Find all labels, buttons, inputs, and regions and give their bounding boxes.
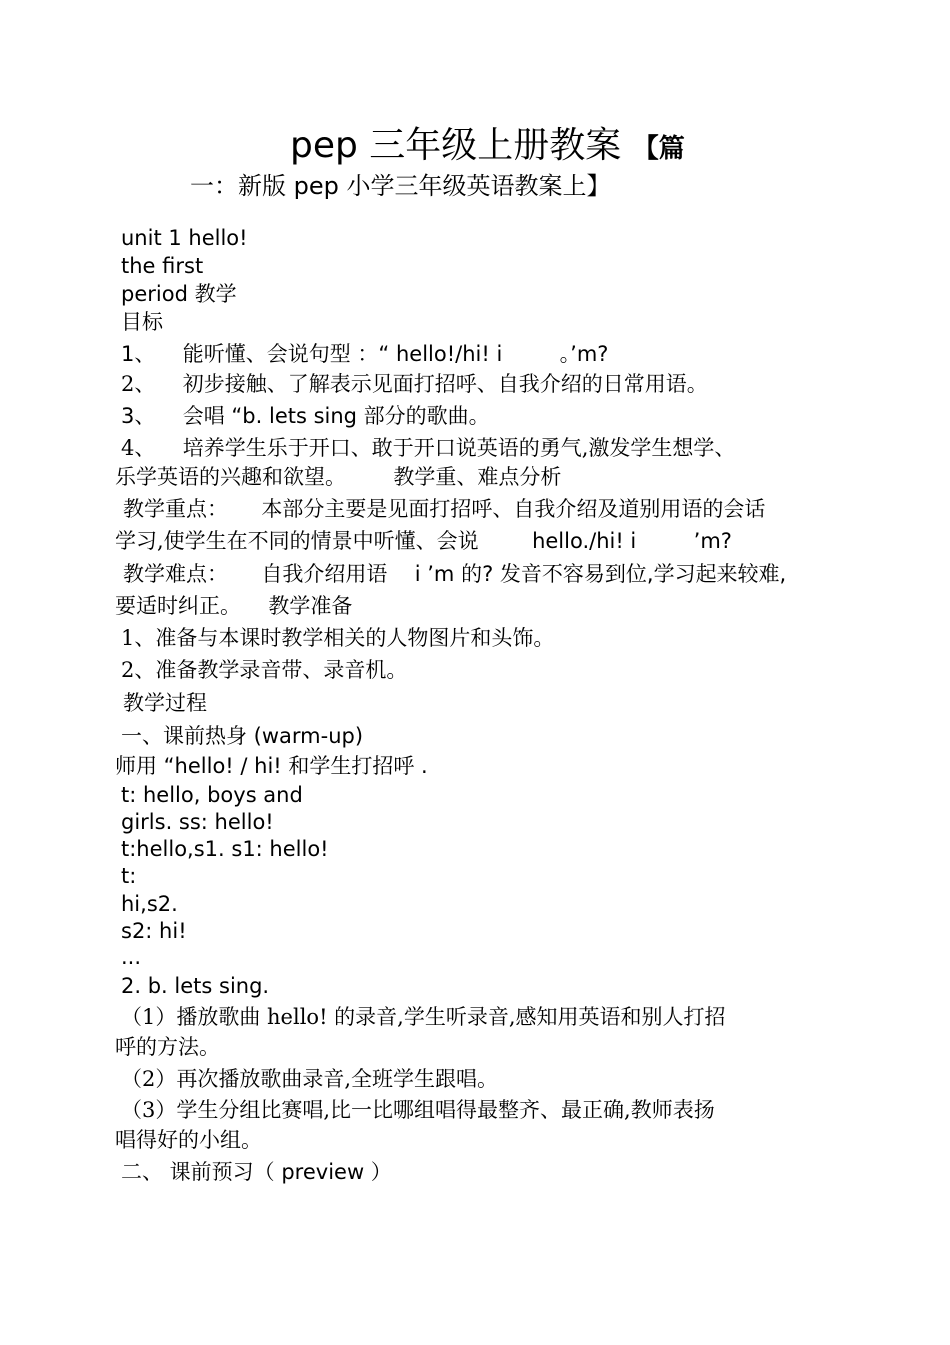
objective-2 xyxy=(121,370,708,398)
objective-2-number: 2、 xyxy=(121,372,156,396)
sing-step-1: （1）播放歌曲 hello! 的录音,学生听录音,感知用英语和别人打招 xyxy=(121,1005,726,1029)
objective-4-number: 4、 xyxy=(121,436,156,460)
objective-1 xyxy=(121,340,608,368)
document-title xyxy=(290,124,685,171)
warmup-intro: 师用 “hello! / hi! 和学生打招呼 . xyxy=(115,754,428,778)
dialogue-line-3: t:hello,s1. s1: hello! xyxy=(121,837,329,861)
objective-1-end: 。’m? xyxy=(559,342,609,366)
preparation-2: 2、准备教学录音带、录音机。 xyxy=(121,658,408,682)
unit-heading: unit 1 hello! xyxy=(121,226,248,250)
dialogue-line-5: hi,s2. xyxy=(121,892,178,916)
difficult-points-text-b: i ’m 的? 发音不容易到位,学习起来较难, xyxy=(414,562,787,586)
objective-4-cont: 乐学英语的兴趣和欲望。 xyxy=(115,465,346,489)
sing-step-3: （3）学生分组比赛唱,比一比哪组唱得最整齐、最正确,教师表扬 xyxy=(121,1098,715,1122)
key-points-cont: 学习,使学生在不同的情景中听懂、会说 xyxy=(115,529,479,553)
objective-3 xyxy=(121,402,490,430)
document-subtitle: 一：新版 pep 小学三年级英语教案上】 xyxy=(190,172,611,200)
dialogue-line-7: ... xyxy=(121,945,142,969)
process-label: 教学过程 xyxy=(123,691,207,715)
period-line-1: the first xyxy=(121,254,204,278)
sing-step-3-continued: 唱得好的小组。 xyxy=(115,1128,262,1152)
warmup-heading: 一、课前热身 (warm-up) xyxy=(121,724,364,748)
difficult-points-cont: 要适时纠正。 xyxy=(115,594,241,618)
preview-heading: 二、 课前预习（ preview ） xyxy=(121,1160,392,1184)
title-main: pep 三年级上册教案 xyxy=(290,125,622,166)
objective-3-number: 3、 xyxy=(121,404,156,428)
sing-heading: 2. b. lets sing. xyxy=(121,974,270,998)
key-points-label: 教学重点： xyxy=(123,497,228,521)
preparation-1: 1、准备与本课时教学相关的人物图片和头饰。 xyxy=(121,626,555,650)
objective-1-number: 1、 xyxy=(121,342,156,366)
dialogue-line-6: s2: hi! xyxy=(121,919,187,943)
analysis-label: 教学重、难点分析 xyxy=(393,465,562,489)
dialogue-line-4: t: xyxy=(121,864,137,888)
key-points xyxy=(123,495,765,523)
preparation-label: 教学准备 xyxy=(268,594,353,618)
sing-step-1-continued: 呼的方法。 xyxy=(115,1035,220,1059)
sing-step-2: （2）再次播放歌曲录音,全班学生跟唱。 xyxy=(121,1067,499,1091)
title-bracket-start: 【篇 xyxy=(632,134,685,164)
objective-3-text: 会唱 “b. lets sing 部分的歌曲。 xyxy=(182,404,490,428)
key-points-text: 本部分主要是见面打招呼、自我介绍及道别用语的会话 xyxy=(261,497,766,521)
difficult-points-label: 教学难点： xyxy=(123,562,228,586)
objective-2-text: 初步接触、了解表示见面打招呼、自我介绍的日常用语。 xyxy=(182,372,708,396)
key-points-cont-en: hello./hi! i xyxy=(532,529,637,553)
objective-4-text: 培养学生乐于开口、敢于开口说英语的勇气,激发学生想学、 xyxy=(182,436,736,460)
objective-1-text: 能听懂、会说句型 ：“ hello!/hi! i xyxy=(182,342,503,366)
objectives-label: 目标 xyxy=(121,310,163,334)
dialogue-line-1: t: hello, boys and xyxy=(121,783,303,807)
objective-4-continued xyxy=(115,463,561,491)
difficult-points-text-a: 自我介绍用语 xyxy=(261,562,388,586)
difficult-points xyxy=(123,560,786,588)
difficult-points-continued xyxy=(115,592,352,620)
key-points-cont-end: ’m? xyxy=(693,529,732,553)
period-line-2: period 教学 xyxy=(121,282,237,306)
objective-4 xyxy=(121,434,735,462)
dialogue-line-2: girls. ss: hello! xyxy=(121,810,274,834)
key-points-continued xyxy=(115,527,732,555)
